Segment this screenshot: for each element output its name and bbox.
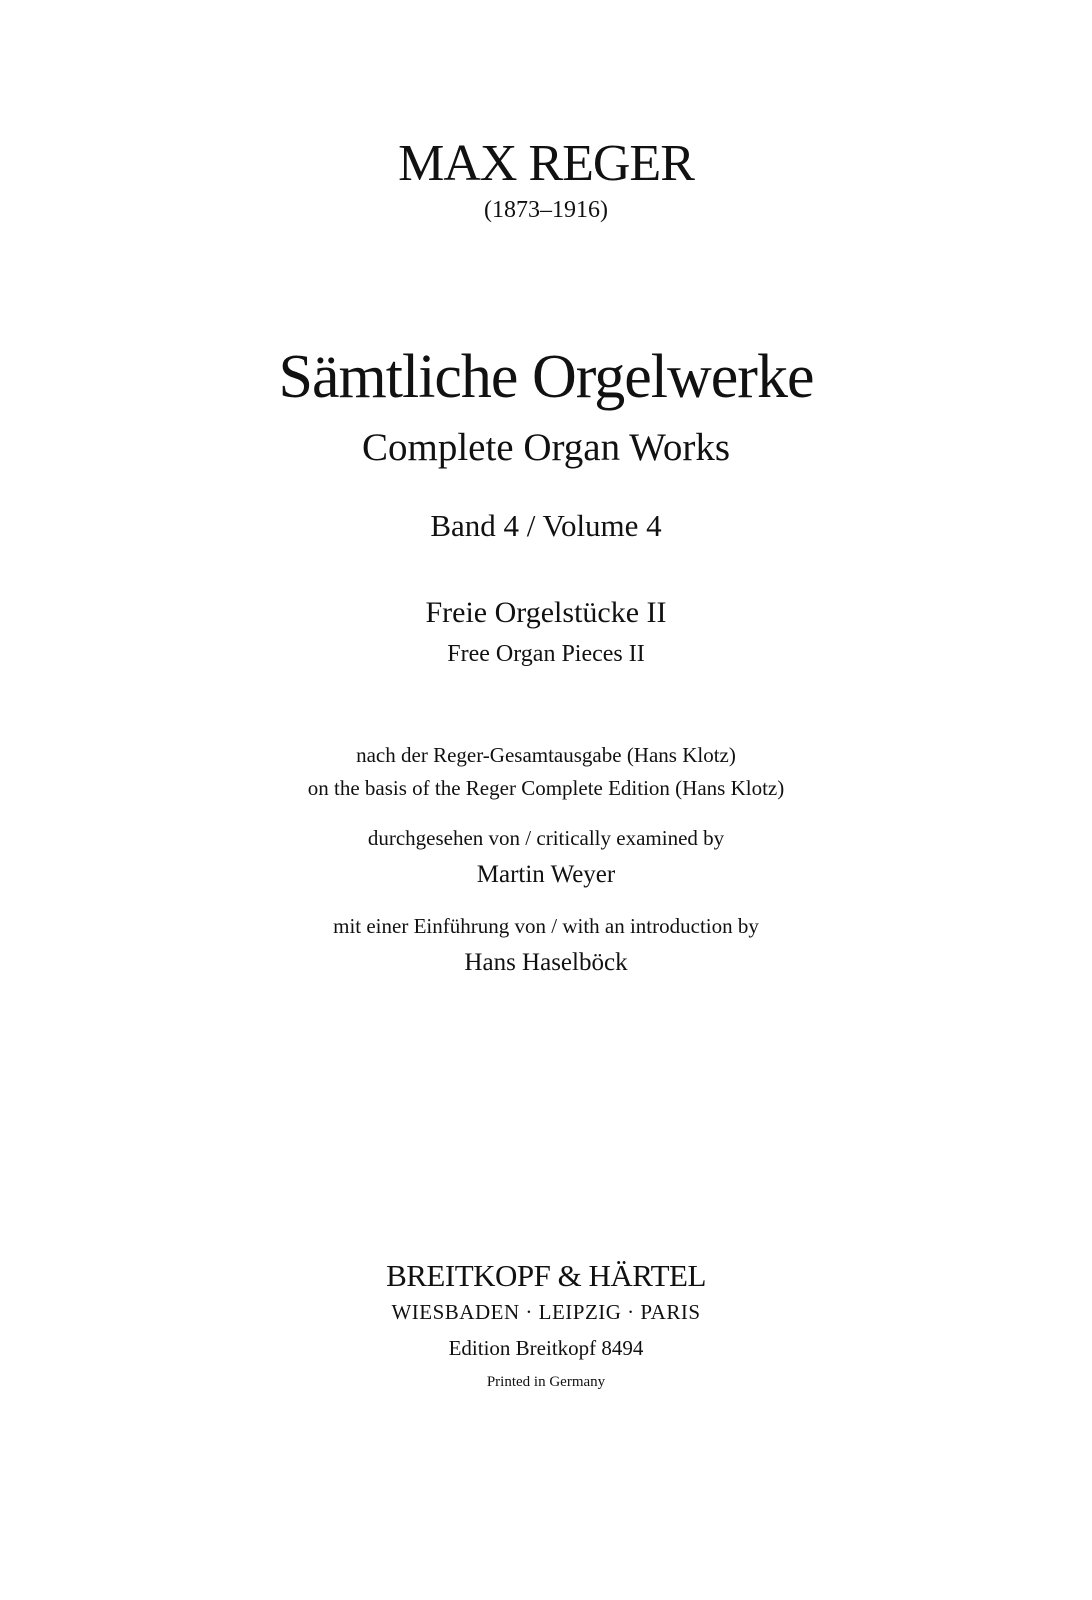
volume-label: Band 4 / Volume 4: [430, 508, 662, 543]
composer-dates: (1873–1916): [484, 197, 608, 223]
composer-name: MAX REGER: [398, 135, 694, 192]
introduction-author-name: Hans Haselböck: [464, 949, 628, 976]
examiner-name: Martin Weyer: [476, 861, 616, 888]
introduction-by-label: mit einer Einführung von / with an introduction by: [333, 914, 759, 938]
edition-basis-german: nach der Reger-Gesamtausgabe (Hans Klotz): [356, 743, 736, 767]
examined-by-label: durchgesehen von / critically examined by: [367, 826, 725, 850]
publisher-cities: WIESBADEN · LEIPZIG · PARIS: [391, 1300, 701, 1324]
series-english: Free Organ Pieces II: [447, 641, 645, 667]
publisher-name: BREITKOPF & HÄRTEL: [386, 1258, 706, 1293]
edition-number: Edition Breitkopf 8494: [448, 1336, 644, 1360]
title-english: Complete Organ Works: [361, 426, 731, 469]
edition-basis-english: on the basis of the Reger Complete Edition (Hans Klotz): [307, 776, 785, 800]
title-german: Sämtliche Orgelwerke: [278, 343, 814, 411]
printed-in-note: Printed in Germany: [486, 1374, 606, 1390]
series-german: Freie Orgelstücke II: [425, 596, 667, 629]
